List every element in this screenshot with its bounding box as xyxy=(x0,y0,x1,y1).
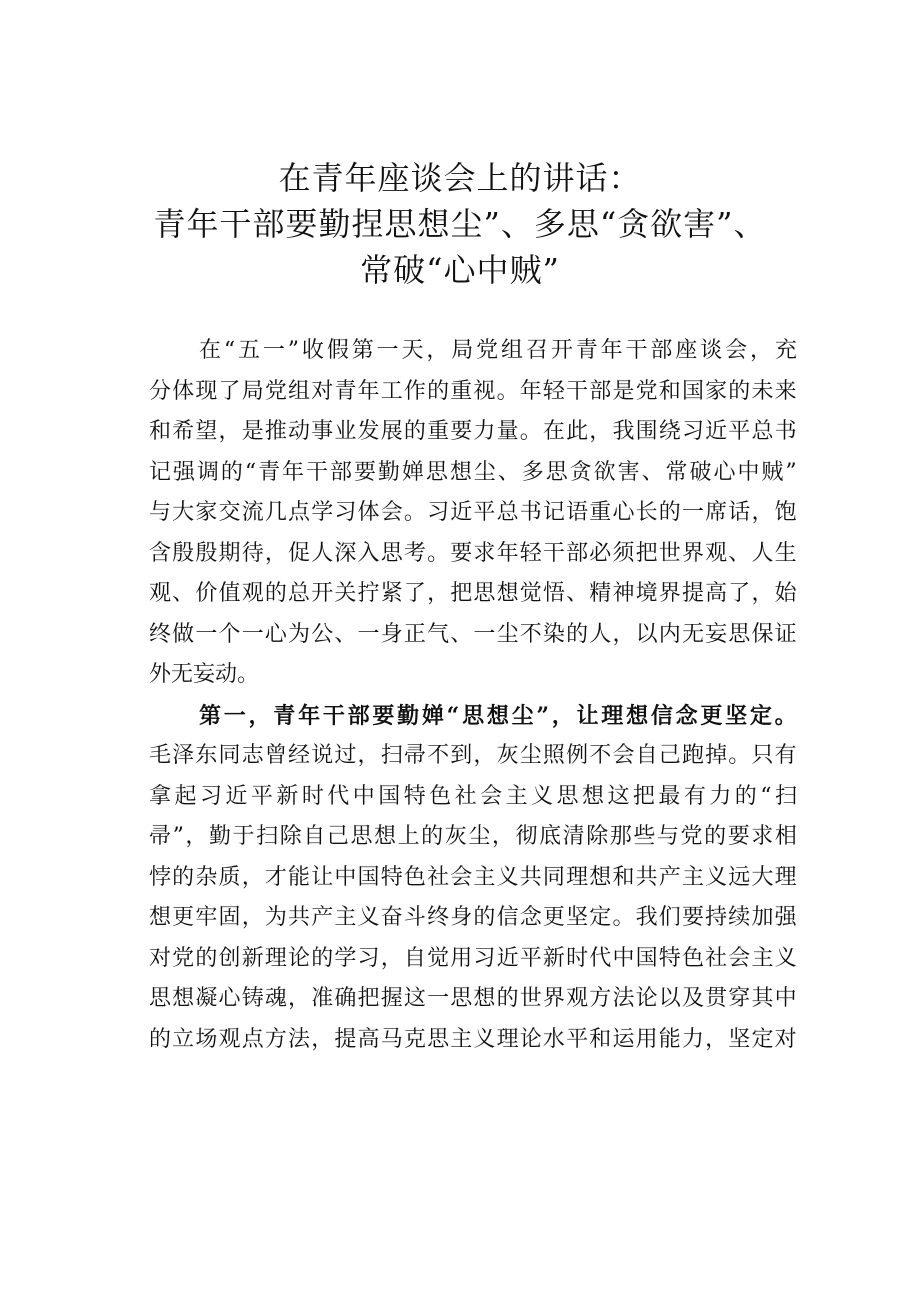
paragraph-1-line: 记 强 调 的 “ 青 年 干 部 要 勤 婵 思 想 尘 、 多 思 贪 欲 害 、 常 破 心 中 贼 ” xyxy=(149,459,797,485)
title-line-1: 在青年座谈会上的讲话： xyxy=(278,159,642,197)
paragraph-1-line: 与 大 家 交 流 几 点 学 习 体 会 。 习 近 平 总 书 记 语 重 心 长 的 一 席 话 ， 饱 xyxy=(149,500,797,525)
paragraph-1-line: 含 殷 殷 期 待 ， 促 人 深 入 思 考 。 要 求 年 轻 干 部 必 须 把 世 界 观 、 人 生 xyxy=(149,540,797,566)
title-line-3: 常破“心中贼” xyxy=(360,251,560,289)
title-line-2: 青年干部要勤捏思想尘”、多思“贪欲害”、 xyxy=(153,205,767,243)
paragraph-2-line: 的 立 场 观 点 方 法 ， 提 高 马 克 思 主 义 理 论 水 平 和 运 用 能 力 ， 坚 定 对 xyxy=(149,1026,797,1052)
section-heading-1: 第 一 ， 青 年 干 部 要 勤 婵 “ 思 想 尘 ” ， 让 理 想 信 念 更 坚 定 。 xyxy=(199,702,797,729)
document-title xyxy=(120,155,800,293)
paragraph-2-line: 思 想 凝 心 铸 魂 ， 准 确 把 握 这 一 思 想 的 世 界 观 方 法 论 以 及 贯 穿 其 中 xyxy=(149,986,797,1011)
paragraph-1-line: 分 体 现 了 局 党 组 对 青 年 工 作 的 重 视 。 年 轻 干 部 是 党 和 国 家 的 未 来 xyxy=(149,378,797,404)
paragraph-2-line: 毛 泽 东 同 志 曾 经 说 过 ， 扫 帚 不 到 ， 灰 尘 照 例 不 会 自 己 跑 掉 。 只 有 xyxy=(149,743,797,768)
paragraph-1-line: 和 希 望 ， 是 推 动 事 业 发 展 的 重 要 力 量 。 在 此 ， 我 围 绕 习 近 平 总 书 xyxy=(149,419,797,444)
document-body xyxy=(149,331,797,1060)
paragraph-2-line: 对 党 的 创 新 理 论 的 学 习 ， 自 觉 用 习 近 平 新 时 代 中 国 特 色 社 会 主 义 xyxy=(149,945,797,971)
paragraph-2-line: 拿 起 习 近 平 新 时 代 中 国 特 色 社 会 主 义 思 想 这 把 最 有 力 的 “ 扫 xyxy=(149,783,797,809)
paragraph-1-line: 终 做 一 个 一 心 为 公 、 一 身 正 气 、 一 尘 不 染 的 人 ， 以 内 无 妄 思 保 证 xyxy=(149,621,797,647)
paragraph-1-line: 外无妄动。 xyxy=(149,662,260,687)
paragraph-2-line: 悖 的 杂 质 ， 才 能 让 中 国 特 色 社 会 主 义 共 同 理 想 和 共 产 主 义 远 大 理 xyxy=(149,864,797,890)
paragraph-2-line: 帚 ” ， 勤 于 扫 除 自 己 思 想 上 的 灰 尘 ， 彻 底 清 除 那 些 与 党 的 要 求 相 xyxy=(149,824,797,849)
paragraph-1-line: 在 “ 五 一 ” 收 假 第 一 天 ， 局 党 组 召 开 青 年 干 部 座 谈 会 ， 充 xyxy=(199,338,797,363)
paragraph-2-line: 想 更 牢 固 ， 为 共 产 主 义 奋 斗 终 身 的 信 念 更 坚 定 。 我 们 要 持 续 加 强 xyxy=(149,905,797,930)
paragraph-1-line: 观 、 价 值 观 的 总 开 关 拧 紧 了 ， 把 思 想 觉 悟 、 精 神 境 界 提 高 了 ， 始 xyxy=(149,581,797,606)
